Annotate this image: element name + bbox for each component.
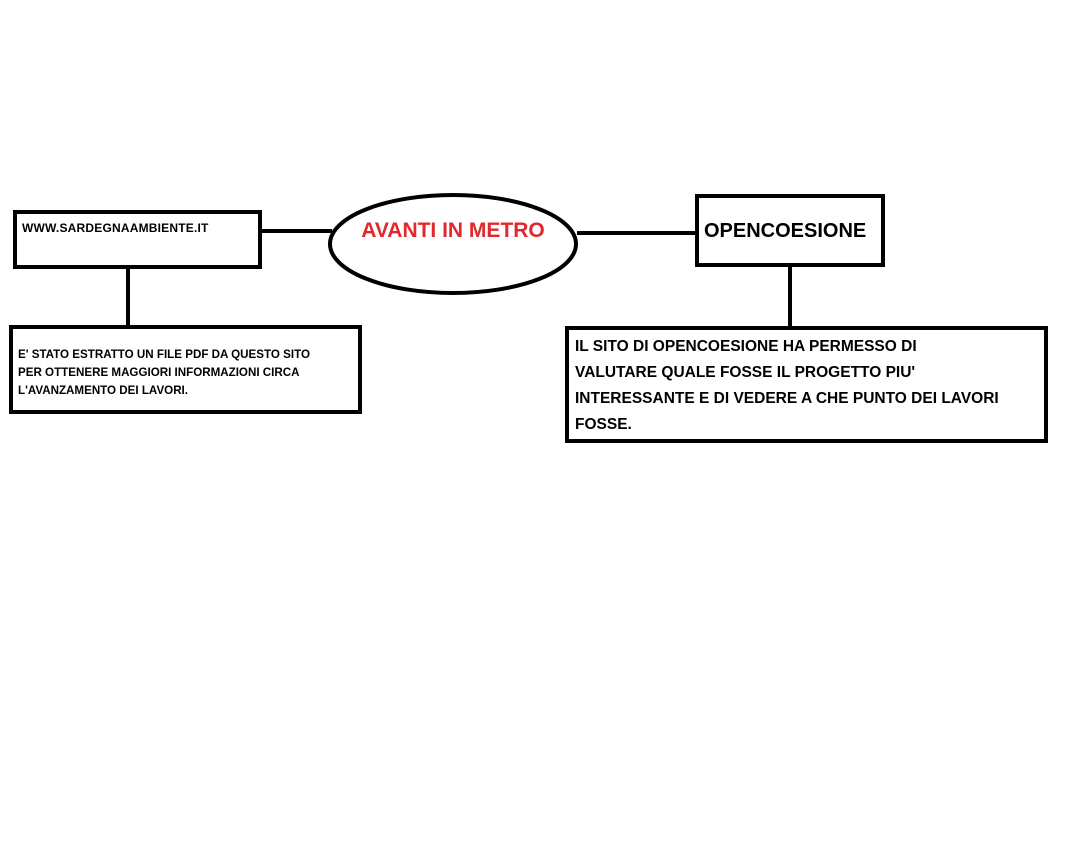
source-node-opencoesione (695, 194, 885, 267)
note-line: IL SITO DI OPENCOESIONE HA PERMESSO DI (575, 338, 917, 355)
note-line: FOSSE. (575, 416, 632, 433)
source-note-sardegnaambiente (9, 325, 362, 414)
source-note-opencoesione (565, 326, 1048, 443)
center-node-ellipse (330, 195, 576, 293)
note-line: PER OTTENERE MAGGIORI INFORMAZIONI CIRCA (18, 366, 300, 379)
center-node-label: AVANTI IN METRO (361, 219, 545, 242)
source-node-sardegnaambiente (13, 210, 262, 269)
note-line: VALUTARE QUALE FOSSE IL PROGETTO PIU' (575, 364, 916, 381)
source-node-title: OPENCOESIONE (704, 220, 867, 242)
note-line: L'AVANZAMENTO DEI LAVORI. (18, 384, 189, 397)
source-node-title: WWW.SARDEGNAAMBIENTE.IT (22, 221, 209, 235)
note-line: INTERESSANTE E DI VEDERE A CHE PUNTO DEI LAVORI (575, 390, 999, 407)
note-line: E' STATO ESTRATTO UN FILE PDF DA QUESTO SITO (18, 348, 310, 361)
